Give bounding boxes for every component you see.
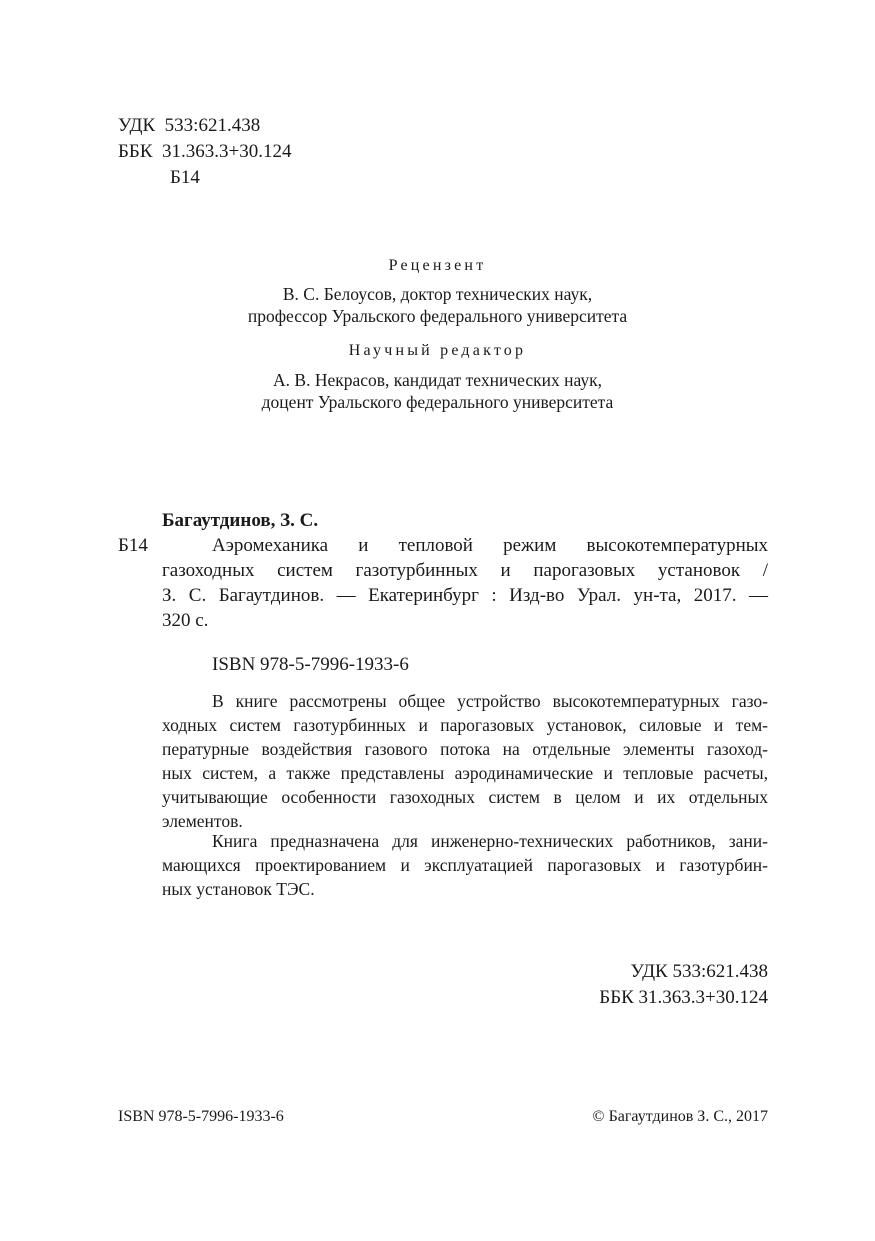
reviewer-line-2: профессор Уральского федерального университета	[247, 306, 628, 326]
reviewer-heading: Рецензент	[388, 257, 487, 274]
abstract-p1-line-5: учитывающие особенности газоходных систем в целом и их отдельных	[162, 787, 768, 807]
abstract-p1-line-2: ходных систем газотурбинных и парогазовых установок, силовые и тем-	[162, 715, 768, 735]
author-mark-top: Б14	[170, 167, 200, 188]
record-title-line-3: З. С. Багаутдинов. — Екатеринбург : Изд-во Урал. ун-та, 2017. —	[162, 585, 768, 606]
footer-isbn: ISBN 978-5-7996-1933-6	[118, 1108, 284, 1125]
udk-bottom: УДК 533:621.438	[630, 961, 768, 982]
record-isbn: ISBN 978-5-7996-1933-6	[212, 654, 409, 675]
footer-copyright: © Багаутдинов З. С., 2017	[592, 1108, 768, 1125]
bbk-value: 31.363.3+30.124	[162, 141, 292, 162]
bbk-row	[118, 139, 291, 164]
abstract-p1-line-3: пературные воздействия газового потока на отдельные элементы газоход-	[162, 739, 768, 759]
record-author: Багаутдинов, З. С.	[162, 510, 319, 531]
udk-value: 533:621.438	[164, 115, 261, 136]
abstract-p2-line-1: Книга предназначена для инженерно-технических работников, зани-	[212, 831, 768, 851]
record-title-line-1: Аэромеханика и тепловой режим высокотемпературных	[212, 535, 768, 556]
abstract-p2-line-3: ных установок ТЭС.	[162, 879, 315, 899]
bbk-bottom: ББК 31.363.3+30.124	[599, 987, 768, 1008]
record-mark: Б14	[118, 535, 148, 556]
abstract-p1-line-1: В книге рассмотрены общее устройство высокотемпературных газо-	[212, 691, 768, 711]
bbk-label: ББК	[118, 141, 153, 162]
editor-line-1: А. В. Некрасов, кандидат технических наук,	[273, 370, 602, 390]
record-title-line-2: газоходных систем газотурбинных и парогазовых установок /	[162, 560, 768, 581]
abstract-p1-line-4: ных систем, а также представлены аэродинамические и тепловые расчеты,	[162, 763, 768, 783]
reviewer-line-1: В. С. Белоусов, доктор технических наук,	[282, 284, 593, 304]
udk-row	[118, 113, 260, 138]
editor-heading: Научный редактор	[348, 342, 527, 359]
record-title-line-4: 320 с.	[162, 610, 209, 631]
udk-label: УДК	[118, 115, 156, 136]
abstract-p2-line-2: мающихся проектированием и эксплуатацией парогазовых и газотурбин-	[162, 855, 768, 875]
editor-line-2: доцент Уральского федерального университета	[261, 392, 614, 412]
abstract-p1-line-6: элементов.	[162, 811, 243, 831]
